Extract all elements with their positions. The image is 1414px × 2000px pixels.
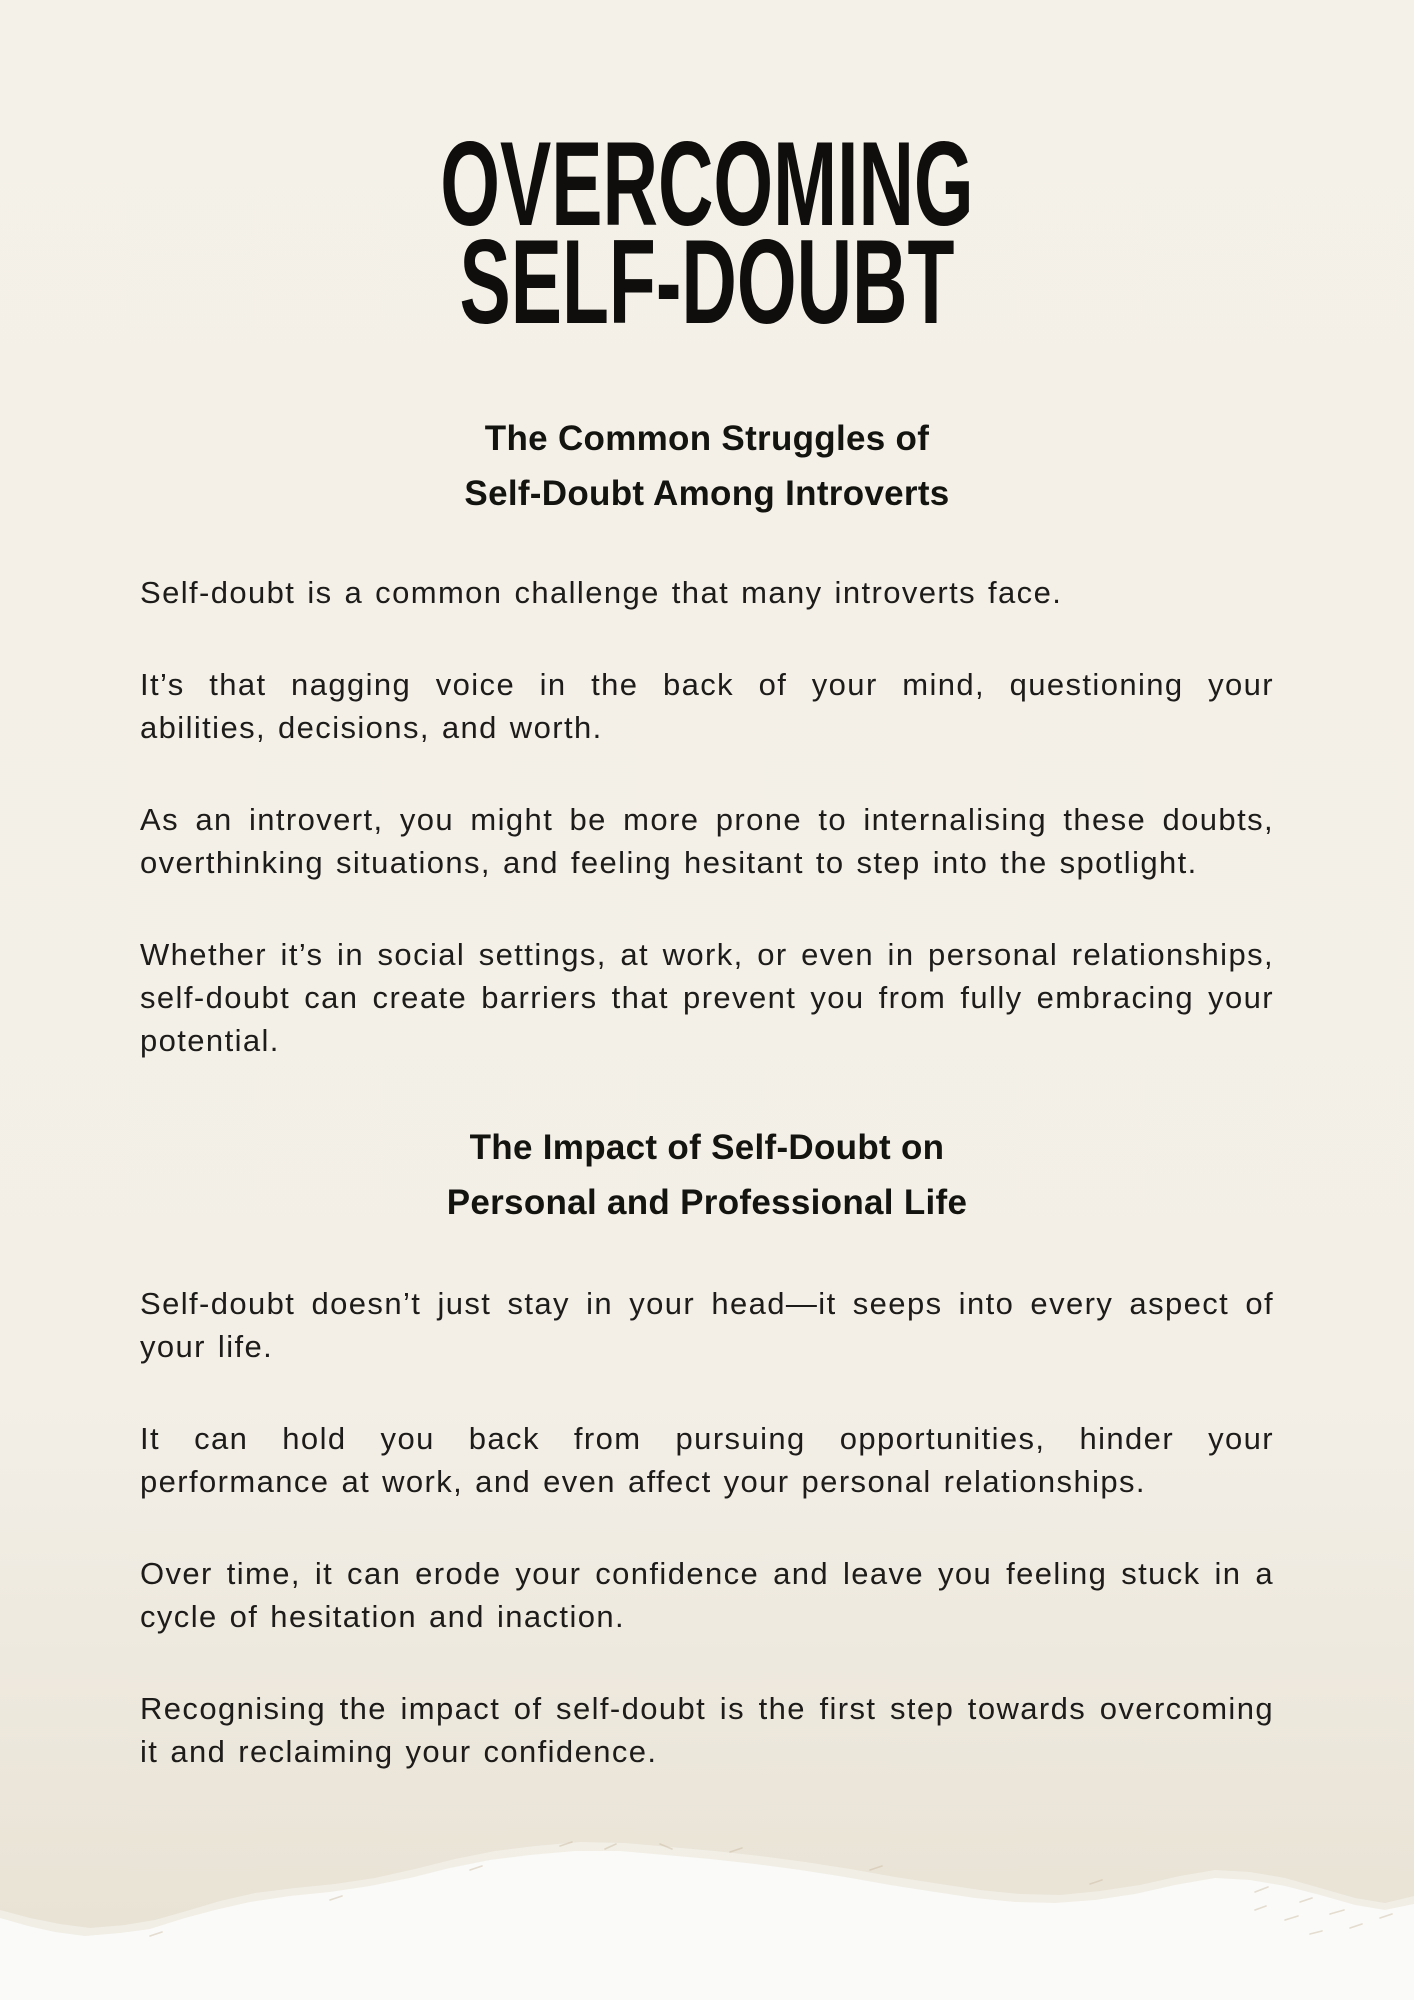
torn-paper-edge [0,1840,1414,2000]
section-heading-line: Personal and Professional Life [446,1183,968,1222]
section-heading-line: The Common Struggles of [484,419,930,458]
paragraph: It’s that nagging voice in the back of your mind, questioning your abilities, decisions, and worth. [140,667,1274,745]
paragraph: Self-doubt is a common challenge that many introverts face. [140,575,1063,610]
section-heading-line: The Impact of Self-Doubt on [469,1128,945,1167]
page-title [344,117,1070,349]
paragraph: Whether it’s in social settings, at work, or even in personal relationships, self-doubt can create barriers that prevent you from fully embracing your potential. [140,937,1274,1058]
paragraph: Over time, it can erode your confidence and leave you feeling stuck in a cycle of hesitation and inaction. [140,1556,1274,1634]
page-title-line-2: SELF-DOUBT [459,215,955,349]
page-title-line-1: OVERCOMING [440,117,974,251]
section-heading-impact [140,1120,1274,1230]
paragraph: It can hold you back from pursuing opportunities, hinder your performance at work, and even affect your personal relationships. [140,1421,1274,1499]
section-heading-common-struggles [140,411,1274,521]
paragraph: Self-doubt doesn’t just stay in your head—it seeps into every aspect of your life. [140,1286,1274,1364]
paragraph: Recognising the impact of self-doubt is the first step towards overcoming it and reclaiming your confidence. [140,1691,1274,1769]
paragraph: As an introvert, you might be more prone to internalising these doubts, overthinking situations, and feeling hesitant to step into the spotlight. [140,802,1274,880]
section-heading-line: Self-Doubt Among Introverts [464,474,950,513]
article [0,117,1414,1773]
